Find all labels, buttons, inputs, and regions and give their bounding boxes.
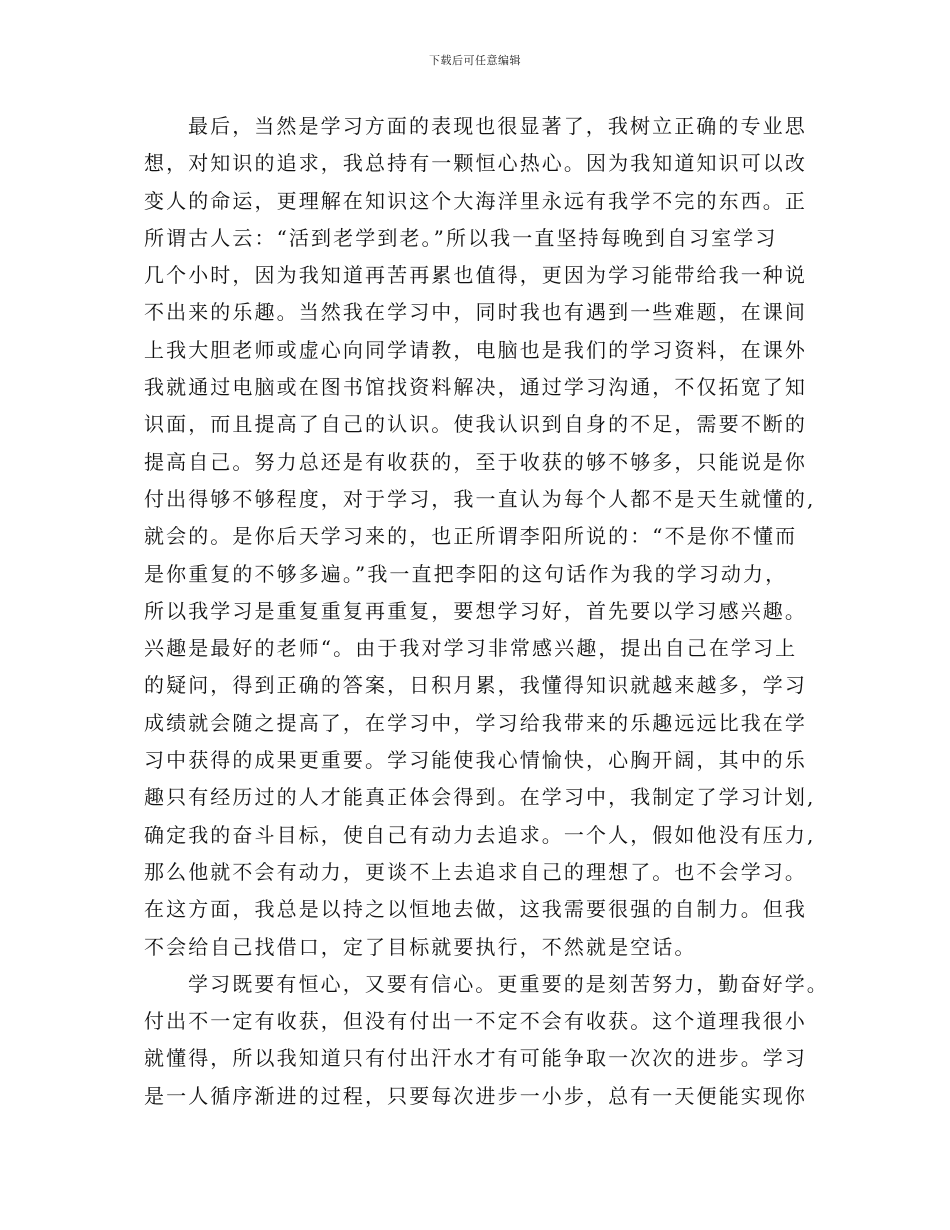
text-line: 确定我的奋斗目标，使自己有动力去追求。一个人，假如他没有压力,	[144, 822, 816, 847]
text-line: 不会给自己找借口，定了目标就要执行，不然就是空话。	[144, 934, 697, 959]
text-line: 学习既要有恒心，又要有信心。更重要的是刻苦努力，勤奋好学。	[188, 971, 829, 996]
paragraph-1	[144, 108, 816, 966]
text-line: 提高自己。努力总还是有收获的，至于收获的够不够多，只能说是你	[144, 449, 807, 474]
text-line: 所谓古人云：“活到老学到老。”所以我一直坚持每晚到自习室学习	[144, 225, 778, 250]
text-line: 付出得够不够程度，对于学习，我一直认为每个人都不是天生就懂的,	[144, 486, 816, 511]
body-text	[144, 108, 829, 1115]
text-line: 那么他就不会有动力，更谈不上去追求自己的理想了。也不会学习。	[144, 859, 807, 884]
text-line: 兴趣是最好的老师“。由于我对学习非常感兴趣，提出自己在学习上	[144, 636, 798, 661]
text-line: 付出不一定有收获，但没有付出一不定不会有收获。这个道理我很小	[144, 1009, 807, 1034]
text-line: 变人的命运，更理解在知识这个大海洋里永远有我学不完的东西。正	[144, 188, 807, 213]
text-line: 所以我学习是重复重复再重复，要想学习好，首先要以学习感兴趣。	[144, 598, 807, 623]
text-line: 几个小时，因为我知道再苦再累也值得，更因为学习能带给我一种说	[144, 263, 807, 288]
text-line: 不出来的乐趣。当然我在学习中，同时我也有遇到一些难题，在课间	[144, 300, 807, 325]
text-line: 的疑问，得到正确的答案，日积月累，我懂得知识就越来越多，学习	[144, 673, 807, 698]
text-line: 习中获得的成果更重要。学习能使我心情愉快，心胸开阔，其中的乐	[144, 748, 807, 773]
page-header: 下载后可任意编辑	[429, 54, 521, 67]
text-line: 我就通过电脑或在图书馆找资料解决，通过学习沟通，不仅拓宽了知	[144, 375, 807, 400]
text-line: 最后，当然是学习方面的表现也很显著了，我树立正确的专业思	[188, 114, 807, 138]
text-line: 在这方面，我总是以持之以恒地去做，这我需要很强的自制力。但我	[144, 897, 807, 922]
text-line: 成绩就会随之提高了，在学习中，学习给我带来的乐趣远远比我在学	[144, 710, 807, 735]
text-line: 是你重复的不够多遍。”我一直把李阳的这句话作为我的学习动力，	[144, 561, 788, 586]
paragraph-2	[144, 966, 829, 1115]
text-line: 识面，而且提高了自己的认识。使我认识到自身的不足，需要不断的	[144, 412, 807, 437]
text-line: 就会的。是你后天学习来的，也正所谓李阳所说的：“不是你不懂而	[144, 524, 798, 549]
text-line: 上我大胆老师或虚心向同学请教，电脑也是我们的学习资料，在课外	[144, 337, 807, 362]
text-line: 趣只有经历过的人才能真正体会得到。在学习中，我制定了学习计划,	[144, 785, 816, 810]
text-line: 是一人循序渐进的过程，只要每次进步一小步，总有一天便能实现你	[144, 1083, 807, 1108]
text-line: 就懂得，所以我知道只有付出汗水才有可能争取一次次的进步。学习	[144, 1046, 807, 1071]
text-line: 想，对知识的追求，我总持有一颗恒心热心。因为我知道知识可以改	[144, 151, 807, 176]
